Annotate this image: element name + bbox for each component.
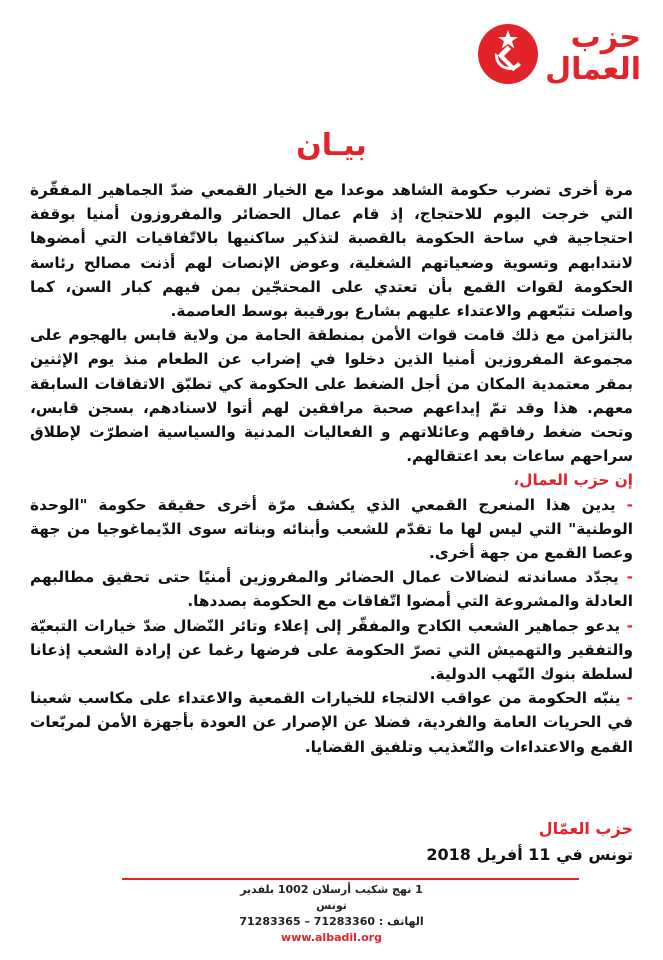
- logo-line-2: العمال: [545, 51, 641, 87]
- signature-block: [426, 816, 633, 868]
- footer-phone-numbers: 71283360 – 71283365: [239, 915, 376, 928]
- hammer-sickle-star-icon: [477, 23, 539, 85]
- declaration-heading: إن حزب العمال،: [513, 471, 633, 490]
- footer-website-link[interactable]: www.albadil.org: [281, 931, 382, 944]
- point-4: [30, 686, 633, 759]
- point-3: [30, 614, 633, 687]
- bullet-dash: -: [618, 568, 633, 587]
- point-text: يدعو جماهير الشعب الكادح والمفقّر إلى إعلاء وتائر النّضال ضدّ خيارات التبعيّة والتفقير والتهميش التي تصرّ الحكومة على فرضها رغما عن إرادة الشعب إذعانا لسلطة بنوك النّهب الدولية.: [30, 616, 633, 684]
- footer-phones: [230, 914, 433, 930]
- place-date: تونس في 11 أفريل 2018: [426, 845, 633, 864]
- point-2: [30, 565, 633, 613]
- logo-line-1: حزب: [570, 20, 641, 55]
- point-1: [30, 493, 633, 566]
- statement-body: [30, 178, 633, 759]
- footer-divider: [122, 878, 579, 880]
- party-logo: [477, 22, 641, 85]
- footer: [230, 882, 433, 946]
- paragraph-1: مرة أخرى تضرب حكومة الشاهد موعدا مع الخيار القمعي ضدّ الجماهير المفقّرة التي خرجت اليوم للاحتجاج، إذ قام عمال الحضائر والمفروزون أمنيا بوقفة احتجاجية في ساحة الحكومة بالقصبة لتذكير ساكنيها بالاتّفاقيات التي أمضوها لانتدابهم وتسوية وضعياتهم الشغلية، وعوض الإنصات لهم أذنت مصالح رئاسة الحكومة لقوات القمع بأن تعتدي على المحتجّين بمن فيهم كبار السن، كما واصلت تتبّعهم والاعتداء عليهم بشارع بورقيبة بوسط العاصمة.: [30, 181, 633, 321]
- bullet-dash: -: [620, 689, 633, 708]
- bullet-dash: -: [615, 495, 633, 514]
- point-text: يجدّد مساندته لنضالات عمال الحضائر والمفروزين أمنيًا حتى تحقيق مطالبهم العادلة والمشروعة التي أمضوا اتّفاقات مع الحكومة بصددها.: [30, 568, 633, 611]
- footer-address: 1 نهج شكيب أرسلان 1002 بلفدير تونس: [240, 883, 423, 912]
- point-text: يدين هذا المنعرج القمعي الذي يكشف مرّة أخرى حقيقة حكومة "الوحدة الوطنية" التي ليس لها ما تقدّم للشعب وأبنائه وبناته سوى الدّيماغوجيا من جهة وعصا القمع من جهة أخرى.: [30, 495, 633, 563]
- point-text: ينبّه الحكومة من عواقب الالتجاء للخيارات القمعية والاعتداء على مكاسب شعبنا في الحريات العامة والفردية، فضلا عن الإصرار عن العودة بأجهزة الأمن لمربّعات القمع والاعتداءات والتّعذيب وتلفيق القضايا.: [30, 689, 633, 756]
- signature-org: حزب العمّال: [538, 819, 633, 838]
- paragraph-2: بالتزامن مع ذلك قامت قوات الأمن بمنطقة الحامة من ولاية قابس بالهجوم على مجموعة المفروزين أمنيا الذين دخلوا في إضراب عن الطعام منذ يوم الإثنين بمقر معتمدية المكان من أجل الضغط على الحكومة كي تطبّق الاتفاقات السابقة معهم. هذا وقد تمّ إيداعهم صحبة مرافقين لهم أتوا لاسنادهم، بسجن قابس، وتحت ضغط رفاقهم وعائلاتهم و الفعاليات المدنية والسياسية اضطرّت لإطلاق سراحهم ساعات بعد اعتقالهم.: [30, 326, 633, 466]
- footer-phone-label: الهاتف :: [378, 915, 424, 928]
- bullet-dash: -: [620, 616, 633, 635]
- page-title: بيـان: [296, 128, 367, 163]
- logo-wordmark: [545, 22, 641, 85]
